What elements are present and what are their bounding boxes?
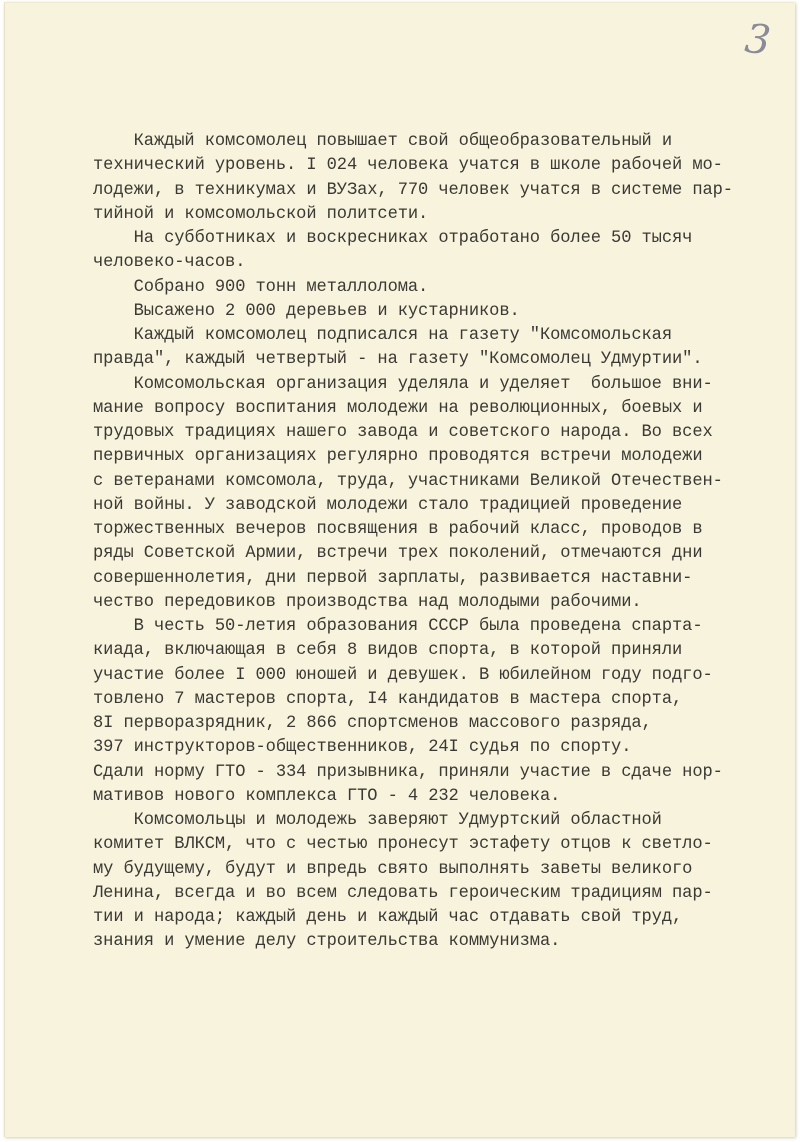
page-number: 3 [742, 15, 773, 65]
text-line: Каждый комсомолец подписался на газету "Комсомольская [93, 326, 673, 345]
text-line: трудовых традициях нашего завода и советского народа. Во всех [93, 423, 713, 442]
text-line: человеко-часов. [93, 253, 246, 273]
text-line: с ветеранами комсомола, труда, участниками Великой Отечествен- [93, 471, 723, 491]
text-line: товлено 7 мастеров спорта, I4 кандидатов в мастера спорта, [93, 689, 683, 709]
document-page [4, 2, 795, 1137]
text-line: ряды Советской Армии, встречи трех поколений, отмечаются дни [93, 544, 703, 564]
text-line: ной войны. У заводской молодежи стало традицией проведение [93, 495, 683, 515]
text-line: Сдали норму ГТО - 334 призывника, приняли участие в сдаче нор- [93, 762, 723, 782]
text-line: чество передовиков производства над молодыми рабочими. [93, 592, 642, 612]
text-line: мание вопросу воспитания молодежи на революционных, боевых и [93, 398, 703, 418]
text-line: мативов нового комплекса ГТО - 4 232 человека. [93, 786, 561, 806]
text-line: совершеннолетия, дни первой зарплаты, развивается наставни- [93, 568, 693, 588]
text-line: му будущему, будут и впредь свято выполнять заветы великого [93, 859, 693, 879]
text-line: Собрано 900 тонн металлолома. [93, 277, 429, 297]
text-line: В честь 50-летия образования СССР была проведена спарта- [93, 617, 703, 636]
text-line: Высажено 2 000 деревьев и кустарников. [93, 301, 520, 321]
text-line: киада, включающая в себя 8 видов спорта, в которой приняли [93, 641, 683, 661]
document-text [93, 130, 793, 955]
text-line: лодежи, в техникумах и ВУЗах, 770 человек учатся в системе пар- [93, 180, 733, 200]
text-line: Каждый комсомолец повышает свой общеобразовательный и [93, 132, 673, 151]
text-line: Комсомольцы и молодежь заверяют Удмуртский областной [93, 811, 662, 830]
text-line: правда", каждый четвертый - на газету "Комсомолец Удмуртии". [93, 350, 703, 370]
text-line: 397 инструкторов-общественников, 24I судья по спорту. [93, 738, 632, 758]
text-line: комитет ВЛКСМ, что с честью пронесут эстафету отцов к светло- [93, 835, 713, 855]
text-line: торжественных вечеров посвящения в рабочий класс, проводов в [93, 520, 703, 539]
text-line: первичных организациях регулярно проводятся встречи молодежи [93, 447, 703, 467]
text-line: знания и умение делу строительства коммунизма. [93, 932, 561, 952]
text-line: 8I перворазрядник, 2 866 спортсменов массового разряда, [93, 714, 652, 733]
text-line: Комсомольская организация уделяла и уделяет большое вни- [93, 374, 713, 394]
text-line: участие более I 000 юношей и девушек. В юбилейном году подго- [93, 665, 713, 685]
text-line: тийной и комсомольской политсети. [93, 204, 429, 224]
text-line: На субботниках и воскресниках отработано более 50 тысяч [93, 229, 693, 248]
text-line: технический уровень. I 024 человека учатся в школе рабочей мо- [93, 156, 723, 176]
text-line: Ленина, всегда и во всем следовать героическим традициям пар- [93, 883, 713, 903]
text-line: тии и народа; каждый день и каждый час отдавать свой труд, [93, 908, 683, 927]
